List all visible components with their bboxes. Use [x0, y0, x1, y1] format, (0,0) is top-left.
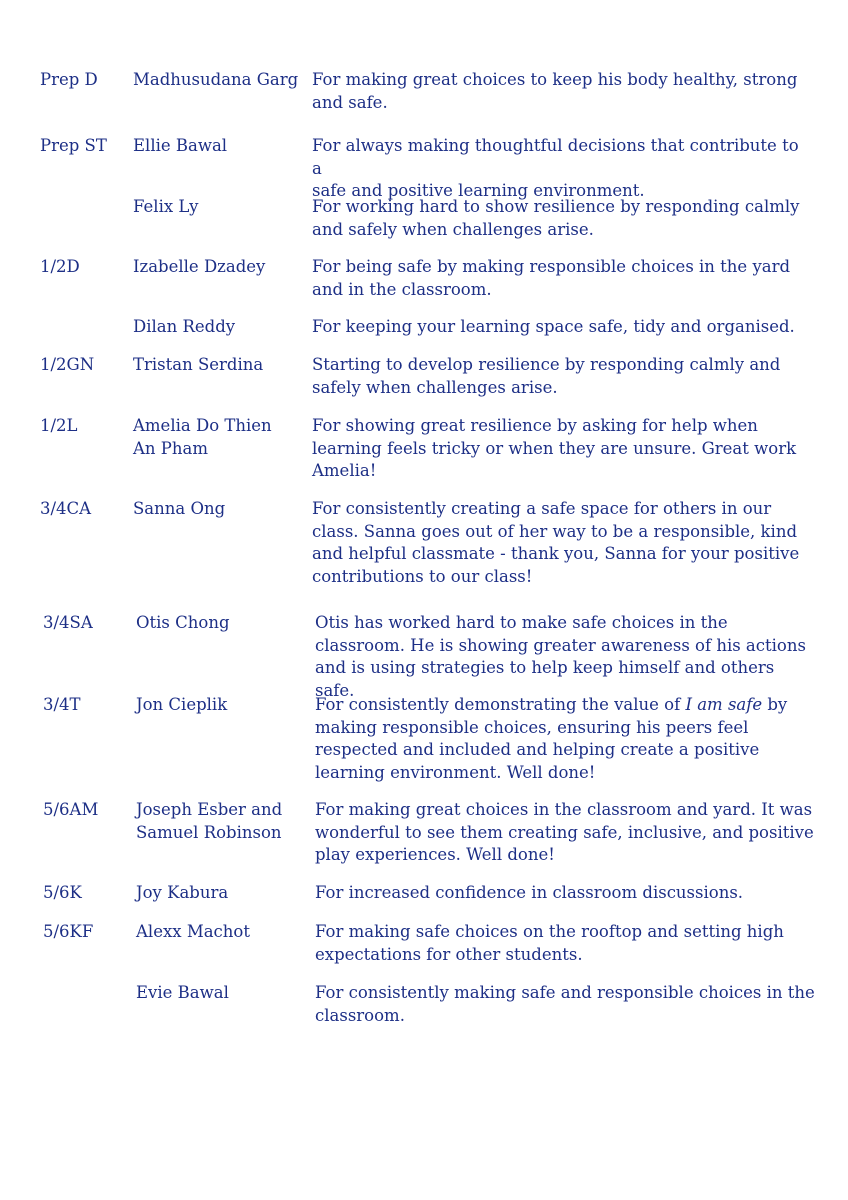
- award-description: For being safe by making responsible choices in the yard and in the classroom.: [312, 257, 791, 299]
- student-name: Evie Bawal: [136, 983, 229, 1002]
- class-label: Prep D: [40, 70, 98, 89]
- award-description: For making great choices to keep his body healthy, strong and safe.: [312, 70, 798, 112]
- class-label: 3/4SA: [43, 613, 93, 632]
- description-text-end: by making responsible choices, ensuring his peers feel respected and included and helping create a positive learning environment. Well done!: [315, 695, 788, 782]
- award-description: For always making thoughtful decisions that contribute to a safe and positive learning environment.: [312, 136, 799, 200]
- award-description: For making great choices in the classroom and yard. It was wonderful to see them creating safe, inclusive, and positive play experiences. Well done!: [315, 800, 814, 864]
- class-label: 5/6KF: [43, 922, 94, 941]
- student-name: Ellie Bawal: [133, 136, 228, 155]
- student-name: Alexx Machot: [136, 922, 250, 941]
- description-text-start: For consistently demonstrating the value of: [315, 695, 686, 714]
- student-name: Felix Ly: [133, 197, 199, 216]
- award-description: For consistently creating a safe space for others in our class. Sanna goes out of her way to be a responsible, kind and helpful classmate - thank you, Sanna for your positive contributions to our class!: [312, 499, 800, 586]
- class-label: 1/2L: [40, 416, 78, 435]
- student-name: Otis Chong: [136, 613, 230, 632]
- class-label: Prep ST: [40, 136, 107, 155]
- class-label: 5/6K: [43, 883, 82, 902]
- student-name: Dilan Reddy: [133, 317, 236, 336]
- student-name: Jon Cieplik: [136, 695, 228, 714]
- award-description: For keeping your learning space safe, tidy and organised.: [312, 317, 795, 336]
- student-name: Joy Kabura: [136, 883, 229, 902]
- class-label: 3/4CA: [40, 499, 92, 518]
- award-description: [315, 694, 815, 784]
- award-description: For making safe choices on the rooftop and setting high expectations for other students.: [315, 922, 784, 964]
- school-value-italic: I am safe: [685, 695, 763, 714]
- class-label: 1/2D: [40, 257, 80, 276]
- student-name: Joseph Esber and Samuel Robinson: [136, 800, 283, 842]
- award-description: For showing great resilience by asking for help when learning feels tricky or when they are unsure. Great work Amelia!: [312, 416, 797, 480]
- student-name: Amelia Do Thien An Pham: [133, 416, 272, 458]
- award-description: For working hard to show resilience by responding calmly and safely when challenges arise.: [312, 197, 800, 239]
- student-name: Izabelle Dzadey: [133, 257, 266, 276]
- student-name: Sanna Ong: [133, 499, 226, 518]
- award-description: For consistently making safe and responsible choices in the classroom.: [315, 983, 815, 1025]
- class-label: 3/4T: [43, 695, 81, 714]
- class-label: 5/6AM: [43, 800, 99, 819]
- award-description: For increased confidence in classroom discussions.: [315, 883, 744, 902]
- student-name: Tristan Serdina: [133, 355, 264, 374]
- award-description: Otis has worked hard to make safe choices in the classroom. He is showing greater awareness of his actions and is using strategies to help keep himself and others safe.: [315, 613, 806, 700]
- class-label: 1/2GN: [40, 355, 95, 374]
- student-name: Madhusudana Garg: [133, 70, 299, 89]
- award-description: Starting to develop resilience by responding calmly and safely when challenges arise.: [312, 355, 781, 397]
